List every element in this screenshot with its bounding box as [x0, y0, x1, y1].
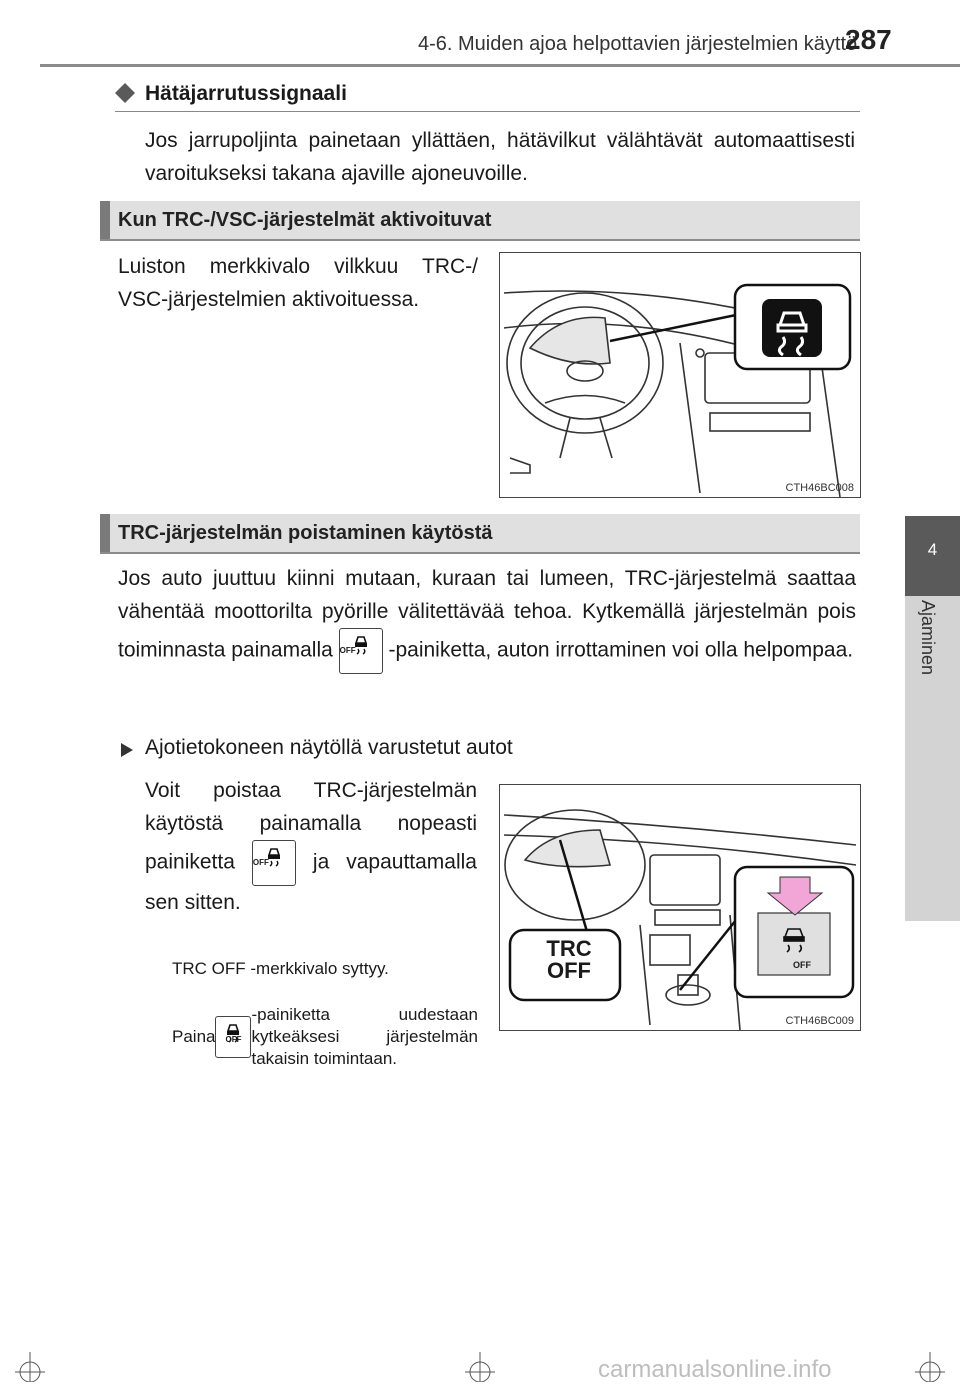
note-indicator-on: TRC OFF -merkkivalo syttyy. [172, 959, 389, 978]
emergency-signal-text: Jos jarrupoljinta painetaan yllättäen, hätävilkut välähtävät automaattisesti varoitukseksi takana ajaville ajoneuvoille. [145, 129, 855, 185]
chapter-number: 4 [927, 540, 938, 559]
section-heading: TRC-järjestelmän poistaminen käytöstä [118, 522, 493, 544]
vsc-off-button-icon: OFF [252, 840, 296, 886]
subsection-heading: Hätäjarrutussignaali [145, 82, 347, 105]
console-drawing [500, 785, 860, 1030]
section-heading-bar [100, 514, 860, 554]
trc-off-bullet-text: Voit poistaa TRC-järjestelmän käytöstä painamalla nopeasti painiketta OFF ja vapauttamalla sen sitten. [145, 779, 477, 914]
watermark: carmanualsonline.info [598, 1356, 832, 1383]
running-header: 4-6. Muiden ajoa helpottavien järjestelmien käyttö [418, 33, 858, 55]
bullet-heading: Ajotietokoneen näytöllä varustetut autot [145, 736, 513, 759]
crosshair-icon [910, 1342, 950, 1382]
chapter-label: Ajaminen [918, 600, 938, 676]
note-press-again: Paina OFF -painiketta uudestaan kytkeäksesi järjestelmän takaisin toimintaan. [172, 1005, 478, 1068]
diamond-bullet-icon [114, 82, 136, 104]
header-rule [40, 64, 960, 67]
vsc-off-button-icon: OFF [215, 1016, 251, 1058]
vsc-off-button-icon: OFF [339, 628, 383, 674]
trc-off-text: Jos auto juuttuu kiinni mutaan, kuraan tai lumeen, TRC-järjestelmä saattaa vähentää moottorilta pyörille välitettävää tehoa. Kytkemällä järjestelmän pois toiminnasta painamalla OFF -painiketta, auton irrottaminen voi olla helpompaa. [118, 562, 856, 674]
triangle-bullet-icon [120, 742, 134, 758]
subsection-rule [115, 111, 860, 112]
figure-code: CTH46BC008 [785, 482, 854, 494]
crosshair-icon [10, 1342, 50, 1382]
crosshair-icon [460, 1342, 500, 1382]
page-number: 287 [845, 24, 892, 55]
trc-off-callout: TRC OFF [546, 936, 592, 983]
section-heading: Kun TRC-/VSC-järjestelmät aktivoituvat [118, 209, 492, 231]
trc-vsc-text: Luiston merkkivalo vilkkuu TRC-/ VSC-järjestelmien aktivoituessa. [118, 255, 478, 311]
steering-wheel-drawing [500, 253, 860, 497]
off-label: OFF [793, 960, 811, 970]
dashboard-illustration [499, 252, 861, 498]
center-console-illustration [499, 784, 861, 1031]
section-heading-bar [100, 201, 860, 241]
figure-code: CTH46BC009 [785, 1015, 854, 1027]
